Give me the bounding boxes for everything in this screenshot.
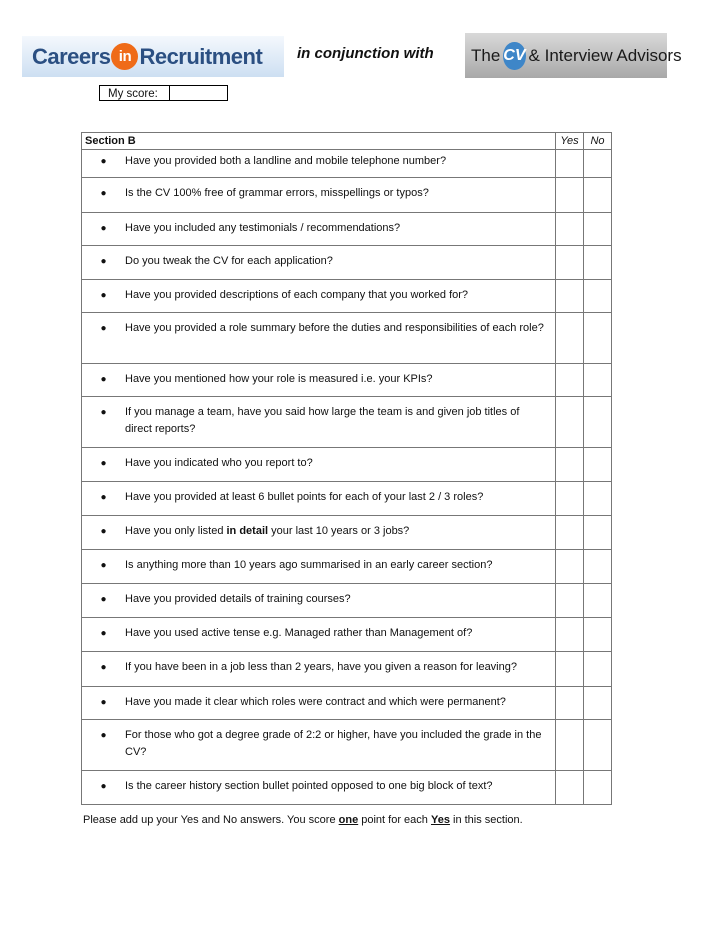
careers-in-recruitment-logo (22, 36, 284, 77)
question-cell (82, 178, 556, 213)
no-answer-cell[interactable] (584, 246, 612, 280)
no-answer-cell[interactable] (584, 364, 612, 397)
no-answer-cell[interactable] (584, 687, 612, 720)
question-text: Have you mentioned how your role is measured i.e. your KPIs? (125, 373, 433, 385)
question-row (82, 482, 612, 516)
yes-answer-cell[interactable] (556, 364, 584, 397)
no-answer-cell[interactable] (584, 720, 612, 771)
logo-word-recruitment: Recruitment (139, 43, 263, 69)
section-title: Section B (82, 133, 556, 150)
no-answer-cell[interactable] (584, 584, 612, 618)
question-row (82, 364, 612, 397)
yes-answer-cell[interactable] (556, 246, 584, 280)
logo-word-in: in (111, 43, 138, 70)
question-row (82, 213, 612, 246)
question-row (82, 550, 612, 584)
question-text: Have you provided a role summary before the duties and responsibilities of each role? (125, 322, 544, 334)
no-answer-cell[interactable] (584, 280, 612, 313)
yes-answer-cell[interactable] (556, 618, 584, 652)
no-answer-cell[interactable] (584, 482, 612, 516)
question-row (82, 584, 612, 618)
question-row (82, 448, 612, 482)
logo-word-advisors: & Interview Advisors (528, 45, 682, 65)
question-row (82, 178, 612, 213)
table-header-row (82, 133, 612, 150)
checklist-table (81, 132, 612, 805)
yes-answer-cell[interactable] (556, 550, 584, 584)
question-text: Have you included any testimonials / recommendations? (125, 222, 401, 234)
bullet-icon: ● (100, 374, 107, 385)
question-row (82, 618, 612, 652)
no-answer-cell[interactable] (584, 652, 612, 687)
question-text: Is anything more than 10 years ago summarised in an early career section? (125, 559, 493, 571)
question-cell (82, 280, 556, 313)
question-cell (82, 516, 556, 550)
question-cell (82, 213, 556, 246)
question-text: Have you used active tense e.g. Managed rather than Management of? (125, 627, 473, 639)
question-text: Have you provided both a landline and mobile telephone number? (125, 155, 447, 167)
question-text: Do you tweak the CV for each application? (125, 255, 333, 267)
no-answer-cell[interactable] (584, 150, 612, 178)
question-text: Have you provided at least 6 bullet points for each of your last 2 / 3 roles? (125, 491, 484, 503)
bullet-icon: ● (100, 560, 107, 571)
no-answer-cell[interactable] (584, 618, 612, 652)
question-cell (82, 618, 556, 652)
footer-text-1: Please add up your Yes and No answers. You score (83, 814, 339, 826)
yes-answer-cell[interactable] (556, 771, 584, 805)
question-cell (82, 652, 556, 687)
yes-answer-cell[interactable] (556, 397, 584, 448)
emphasis-text: in detail (226, 525, 269, 537)
bullet-icon: ● (100, 730, 107, 741)
yes-answer-cell[interactable] (556, 687, 584, 720)
logo-word-careers: Careers (32, 43, 111, 69)
bullet-icon: ● (100, 628, 107, 639)
bullet-icon: ● (100, 662, 107, 673)
question-row (82, 280, 612, 313)
yes-answer-cell[interactable] (556, 178, 584, 213)
conjunction-text: in conjunction with (297, 45, 434, 62)
question-text: Is the CV 100% free of grammar errors, misspellings or typos? (125, 187, 429, 199)
cv-interview-advisors-logo (465, 33, 682, 78)
footer-emphasis-one: one (338, 814, 359, 826)
no-answer-cell[interactable] (584, 397, 612, 448)
bullet-icon: ● (100, 188, 107, 199)
logo-word-the: The (471, 45, 501, 65)
question-text: For those who got a degree grade of 2:2 or higher, have you included the grade in the CV? (125, 729, 542, 758)
score-input-box[interactable] (169, 85, 228, 101)
no-column-header: No (584, 133, 612, 150)
bullet-icon: ● (100, 156, 107, 167)
question-row (82, 150, 612, 178)
no-answer-cell[interactable] (584, 178, 612, 213)
question-cell (82, 687, 556, 720)
bullet-icon: ● (100, 290, 107, 301)
no-answer-cell[interactable] (584, 313, 612, 364)
question-text: Have you provided details of training courses? (125, 593, 351, 605)
bullet-icon: ● (100, 256, 107, 267)
footer-text-2: point for each (358, 814, 431, 826)
question-cell (82, 448, 556, 482)
question-text: Have you only listed in detail your last 10 years or 3 jobs? (125, 525, 410, 537)
question-cell (82, 720, 556, 771)
score-label: My score: (99, 85, 169, 101)
yes-answer-cell[interactable] (556, 213, 584, 246)
bullet-icon: ● (100, 458, 107, 469)
question-cell (82, 397, 556, 448)
question-row (82, 652, 612, 687)
yes-answer-cell[interactable] (556, 280, 584, 313)
footer-instructions (83, 814, 523, 826)
bullet-icon: ● (100, 323, 107, 334)
question-cell (82, 364, 556, 397)
question-cell (82, 550, 556, 584)
yes-answer-cell[interactable] (556, 313, 584, 364)
yes-column-header: Yes (556, 133, 584, 150)
yes-answer-cell[interactable] (556, 150, 584, 178)
question-cell (82, 313, 556, 364)
no-answer-cell[interactable] (584, 771, 612, 805)
question-cell (82, 246, 556, 280)
question-row (82, 313, 612, 364)
footer-text-3: in this section. (449, 814, 523, 826)
question-text: If you have been in a job less than 2 years, have you given a reason for leaving? (125, 661, 517, 673)
bullet-icon: ● (100, 223, 107, 234)
question-row (82, 516, 612, 550)
bullet-icon: ● (100, 594, 107, 605)
no-answer-cell[interactable] (584, 550, 612, 584)
question-cell (82, 584, 556, 618)
question-text: If you manage a team, have you said how large the team is and given job titles of direct reports? (125, 406, 520, 435)
bullet-icon: ● (100, 407, 107, 418)
question-text: Have you provided descriptions of each company that you worked for? (125, 289, 469, 301)
bullet-icon: ● (100, 697, 107, 708)
no-answer-cell[interactable] (584, 448, 612, 482)
yes-answer-cell[interactable] (556, 720, 584, 771)
yes-answer-cell[interactable] (556, 584, 584, 618)
no-answer-cell[interactable] (584, 516, 612, 550)
question-row (82, 720, 612, 771)
no-answer-cell[interactable] (584, 213, 612, 246)
question-row (82, 771, 612, 805)
yes-answer-cell[interactable] (556, 652, 584, 687)
bullet-icon: ● (100, 526, 107, 537)
question-row (82, 397, 612, 448)
question-cell (82, 771, 556, 805)
bullet-icon: ● (100, 492, 107, 503)
question-cell (82, 482, 556, 516)
footer-emphasis-yes: Yes (430, 814, 450, 826)
question-row (82, 687, 612, 720)
question-row (82, 246, 612, 280)
cv-circle-icon: CV (503, 42, 525, 70)
question-cell (82, 150, 556, 178)
yes-answer-cell[interactable] (556, 482, 584, 516)
question-text: Have you indicated who you report to? (125, 457, 313, 469)
question-text: Is the career history section bullet pointed opposed to one big block of text? (125, 780, 493, 792)
yes-answer-cell[interactable] (556, 516, 584, 550)
bullet-icon: ● (100, 781, 107, 792)
question-text: Have you made it clear which roles were contract and which were permanent? (125, 696, 506, 708)
yes-answer-cell[interactable] (556, 448, 584, 482)
